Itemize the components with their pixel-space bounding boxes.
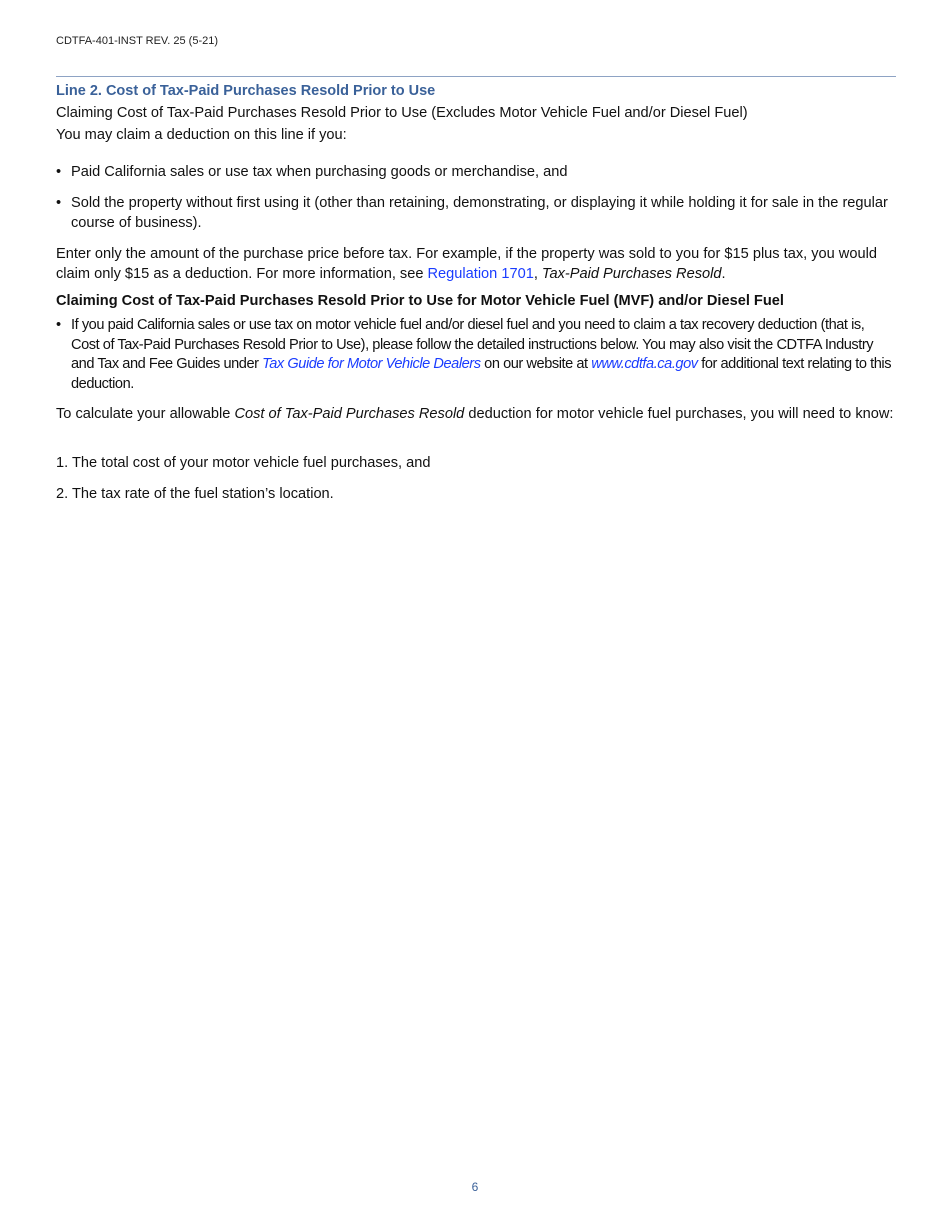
paragraph-calculate bbox=[56, 404, 896, 424]
text: on our website at bbox=[480, 356, 592, 372]
link-text[interactable]: www.cdtfa.ca.gov bbox=[591, 356, 698, 372]
numbered-item bbox=[56, 453, 896, 473]
numbered-item bbox=[56, 484, 896, 504]
page-number: 6 bbox=[471, 1180, 479, 1194]
text: , bbox=[533, 266, 542, 282]
text: Enter only the amount of the purchase price before tax. For example, if the property was sold to you for $15 plus tax, you would claim only $15 as a deduction. For more information, see bbox=[56, 246, 877, 282]
text: To calculate your allowable bbox=[56, 406, 235, 422]
italic-text: Cost of Tax-Paid Purchases Resold bbox=[234, 406, 465, 422]
bullet-item bbox=[56, 162, 896, 182]
intro: You may claim a deduction on this line if you: bbox=[56, 127, 347, 143]
subtitle: Claiming Cost of Tax-Paid Purchases Resold Prior to Use (Excludes Motor Vehicle Fuel and/or Diesel Fuel) bbox=[56, 105, 748, 121]
bullet-item bbox=[56, 193, 896, 233]
cdtfa-website-link[interactable] bbox=[591, 356, 697, 372]
tax-guide-link[interactable] bbox=[262, 356, 480, 372]
divider bbox=[56, 76, 896, 77]
link-text[interactable]: Tax Guide for Motor Vehicle Dealers bbox=[262, 356, 481, 372]
section-title: Line 2. Cost of Tax-Paid Purchases Resold Prior to Use bbox=[56, 83, 436, 99]
item-number: 1. bbox=[56, 455, 69, 471]
text: deduction for motor vehicle fuel purchases, you will need to know: bbox=[464, 406, 894, 422]
regulation-1701-link[interactable]: Regulation 1701 bbox=[427, 266, 534, 282]
text: If you paid California sales or use tax on motor vehicle fuel and/or diesel fuel and you need to claim a tax recovery deduction (that is, Cost of Tax-Paid Purchases Resold Prior to Use), please follow the detailed instructions below. You may also visit the CDTFA Industry and Tax and Fee Guides under bbox=[71, 317, 874, 372]
item-text: The total cost of your motor vehicle fuel purchases, and bbox=[71, 455, 431, 471]
item-number: 2. bbox=[56, 486, 69, 502]
mvf-bullet bbox=[56, 316, 896, 394]
bullet-text: Paid California sales or use tax when purchasing goods or merchandise, and bbox=[71, 164, 568, 180]
paragraph-purchase-price bbox=[56, 244, 896, 284]
bullet-text: Sold the property without first using it (other than retaining, demonstrating, or displaying it while holding it for sale in the regular course of business). bbox=[71, 195, 888, 231]
bullet-icon: • bbox=[56, 164, 62, 180]
mvf-heading: Claiming Cost of Tax-Paid Purchases Resold Prior to Use for Motor Vehicle Fuel (MVF) and/or Diesel Fuel bbox=[56, 293, 784, 309]
item-text: The tax rate of the fuel station’s location. bbox=[71, 486, 334, 502]
italic-text: Tax-Paid Purchases Resold bbox=[541, 266, 722, 282]
form-id-header: CDTFA-401-INST REV. 25 (5-21) bbox=[56, 35, 219, 47]
text: for additional text relating to this deduction. bbox=[71, 356, 892, 392]
bullet-icon: • bbox=[56, 317, 61, 333]
text: . bbox=[721, 266, 726, 282]
bullet-icon: • bbox=[56, 195, 62, 211]
